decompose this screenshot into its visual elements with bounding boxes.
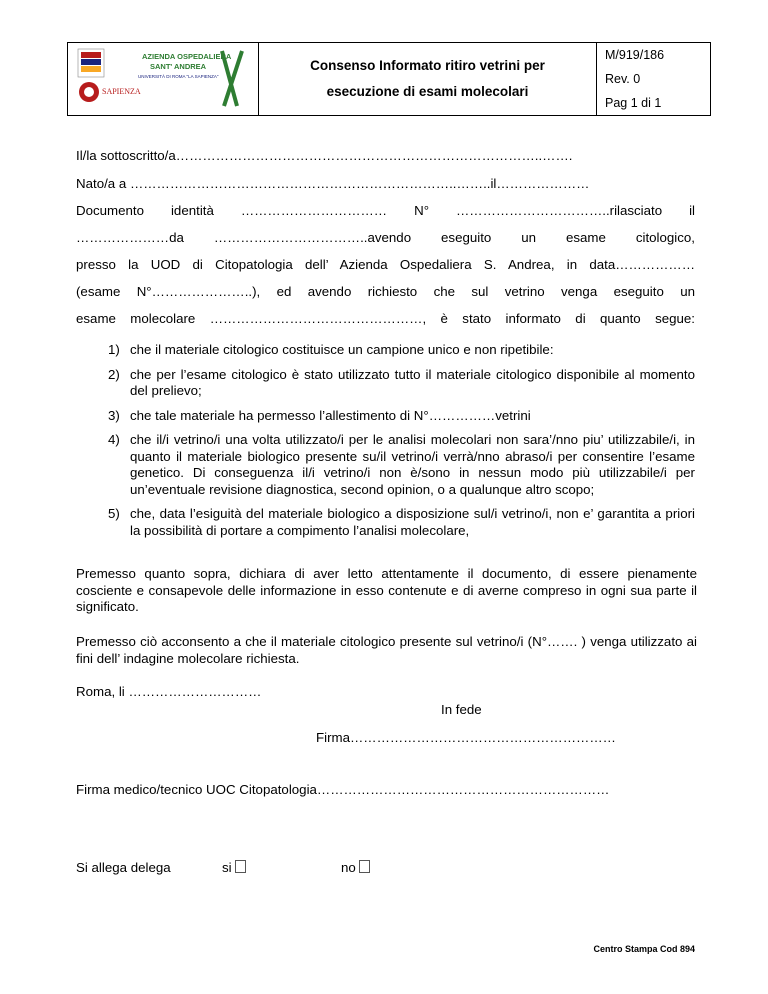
title-line-2: esecuzione di esami molecolari xyxy=(326,84,529,99)
logo-text-sapienza: SAPIENZA xyxy=(102,87,141,96)
delega-no-label: no xyxy=(341,860,356,875)
title-line-1: Consenso Informato ritiro vetrini per xyxy=(310,58,545,73)
information-list xyxy=(110,342,695,547)
form-revision: Rev. 0 xyxy=(605,72,641,86)
hospital-logos xyxy=(72,46,254,112)
name-field-line[interactable]: Il/la sottoscritto/a………………………………………………………………………..……. xyxy=(76,148,573,163)
exam-number-line[interactable]: (esame N°…………………..), ed avendo richiesto che sul vetrino venga eseguito un xyxy=(76,284,695,299)
list-item: 2) che per l’esame citologico è stato utilizzato tutto il materiale citologico disponibile al momento del prelievo; xyxy=(108,366,695,398)
form-code: M/919/186 xyxy=(605,48,665,62)
date-field-line[interactable]: presso la UOD di Citopatologia dell’ Azienda Ospedaliera S. Andrea, in data……………… xyxy=(76,257,695,272)
birth-field-line[interactable]: Nato/a a ………………………………………………………………..……..il………………… xyxy=(76,176,590,191)
place-date-line[interactable]: Roma, li ………………………… xyxy=(76,684,262,699)
list-item: 4) che il/i vetrino/i una volta utilizzato/i per le analisi molecolari non sara’/nno piu’ utilizzabile/i, in quanto il materiale biologico presente su/il vetrino/i verrà/nno abraso/i per consentire l’esame genetico. Di conseguenza il/i vetrino/i non è/sono in nessun modo più utilizzabile/i per un’eventuale revisione diagnostica, second opinion, o a qualunque altro scopo; xyxy=(108,432,695,497)
logo-text-universita: UNIVERSITÀ DI ROMA "LA SAPIENZA" xyxy=(138,74,219,79)
premise-paragraph: Premesso quanto sopra, dichiara di aver letto attentamente il documento, di essere pienamente cosciente e consapevole delle informazione in esso contenute e di averne compreso in ogni sua parte il significato. xyxy=(76,566,697,614)
issued-field-line[interactable]: …………………da ……………………………..avendo eseguito un esame citologico, xyxy=(76,230,695,245)
form-meta xyxy=(597,43,710,115)
no-checkbox[interactable] xyxy=(359,860,370,873)
logo-text-santandrea: SANT' ANDREA xyxy=(150,62,207,71)
in-fede-label: In fede xyxy=(441,702,482,717)
form-title xyxy=(259,43,597,115)
document-header xyxy=(67,42,711,116)
declaration-fields xyxy=(76,148,695,348)
consent-paragraph: Premesso ciò acconsento a che il materiale citologico presente sul vetrino/i (N°……. ) venga utilizzato ai fini dell’ indagine molecolare richiesta. xyxy=(76,634,697,666)
delega-no-option[interactable] xyxy=(341,860,370,875)
signature-line[interactable]: Firma…………………………………………………… xyxy=(316,730,616,745)
logo-text-azienda: AZIENDA OSPEDALIERA xyxy=(142,52,232,61)
form-page: Pag 1 di 1 xyxy=(605,96,662,110)
delega-si-label: si xyxy=(222,860,232,875)
molecular-exam-line[interactable]: esame molecolare …………………………………………, è stato informato di quanto segue: xyxy=(76,311,695,326)
si-checkbox[interactable] xyxy=(235,860,246,873)
list-item: 1) che il materiale citologico costituisce un campione unico e non ripetibile: xyxy=(108,342,554,357)
list-item: 5) che, data l’esiguità del materiale biologico a disposizione sul/i vetrino/i, non e’ garantita a priori la possibilità di portare a compimento l’analisi molecolare, xyxy=(108,506,695,538)
delega-si-option[interactable] xyxy=(222,860,246,875)
doctor-signature-line[interactable]: Firma medico/tecnico UOC Citopatologia………………………………………………………… xyxy=(76,782,610,797)
list-item: 3) che tale materiale ha permesso l’allestimento di N°……………vetrini xyxy=(108,407,531,423)
print-center-code: Centro Stampa Cod 894 xyxy=(593,944,695,954)
delega-label: Si allega delega xyxy=(76,860,171,875)
document-field-line[interactable]: Documento identità …………………………… N° ……………………………..rilasciato il xyxy=(76,203,695,218)
logo-area xyxy=(68,43,259,115)
